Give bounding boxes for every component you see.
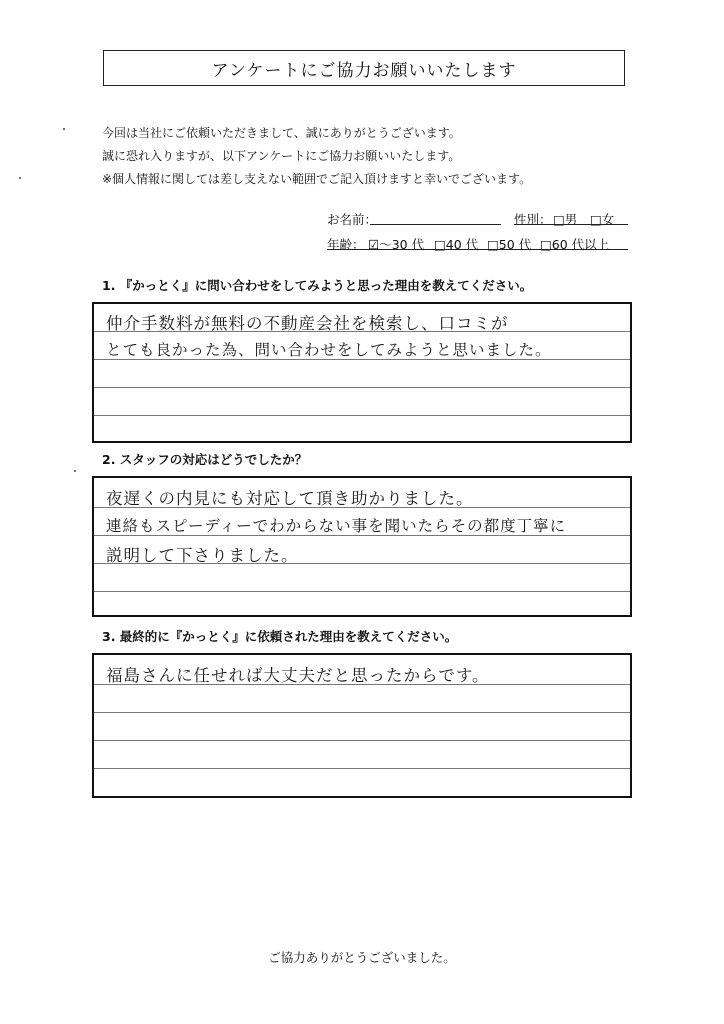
gender-option-female[interactable]: □女	[590, 212, 615, 227]
answer-2-line-2: 連絡もスピーディーでわからない事を聞いたらその都度丁寧に	[106, 517, 567, 535]
question-1-label: 1. 『かっとく』に問い合わせをしてみようと思った理由を教えてください。	[102, 278, 533, 293]
scan-speck	[19, 177, 21, 179]
answer-box-2[interactable]	[92, 476, 632, 617]
age-option-60plus[interactable]: □60 代以上	[540, 237, 610, 252]
answer-2-line-1: 夜遅くの内見にも対応して頂き助かりました。	[106, 489, 474, 508]
name-label: お名前：	[327, 212, 378, 227]
scan-speck	[63, 128, 65, 130]
intro-text	[102, 122, 531, 191]
answer-3-line-1: 福島さんに任せれば大丈夫だと思ったからです。	[106, 666, 490, 685]
answer-rule	[94, 712, 630, 713]
answer-1-line-1: 仲介手数料が無料の不動産会社を検索し、口コミが	[106, 314, 509, 333]
name-underline	[370, 224, 501, 225]
age-option-50s[interactable]: □50 代	[487, 237, 532, 252]
question-3-label: 3. 最終的に『かっとく』に依頼された理由を教えてください。	[102, 629, 458, 644]
answer-rule	[94, 740, 630, 741]
answer-rule	[94, 387, 630, 388]
age-option-under30[interactable]: ☑～30 代	[368, 237, 425, 252]
scan-speck	[74, 470, 76, 472]
answer-rule	[94, 591, 630, 592]
answer-box-1[interactable]	[92, 302, 632, 443]
intro-line: ※個人情報に関しては差し支えない範囲でご記入頂けますと幸いでございます。	[102, 172, 532, 186]
answer-rule	[94, 415, 630, 416]
question-2-label: 2. スタッフの対応はどうでしたか？	[102, 452, 308, 467]
answer-rule	[94, 768, 630, 769]
gender-option-male[interactable]: □男	[553, 212, 578, 227]
gender-underline	[514, 224, 628, 225]
survey-title: アンケートにご協力お願いいたします	[103, 50, 625, 86]
intro-line: 今回は当社にご依頼いただきまして、誠にありがとうございます。	[102, 126, 461, 140]
answer-box-3[interactable]	[92, 653, 632, 798]
intro-line: 誠に恐れ入りますが、以下アンケートにご協力お願いいたします。	[102, 149, 461, 163]
age-option-40s[interactable]: □40 代	[434, 237, 479, 252]
age-underline	[327, 249, 628, 250]
age-label: 年齢：	[327, 237, 365, 252]
answer-1-line-2: とても良かった為、問い合わせをしてみようと思いました。	[106, 341, 552, 359]
footer-thanks: ご協力ありがとうございました。	[268, 950, 456, 965]
answer-2-line-3: 説明して下さりました。	[106, 546, 299, 565]
gender-label: 性別：	[514, 212, 552, 227]
